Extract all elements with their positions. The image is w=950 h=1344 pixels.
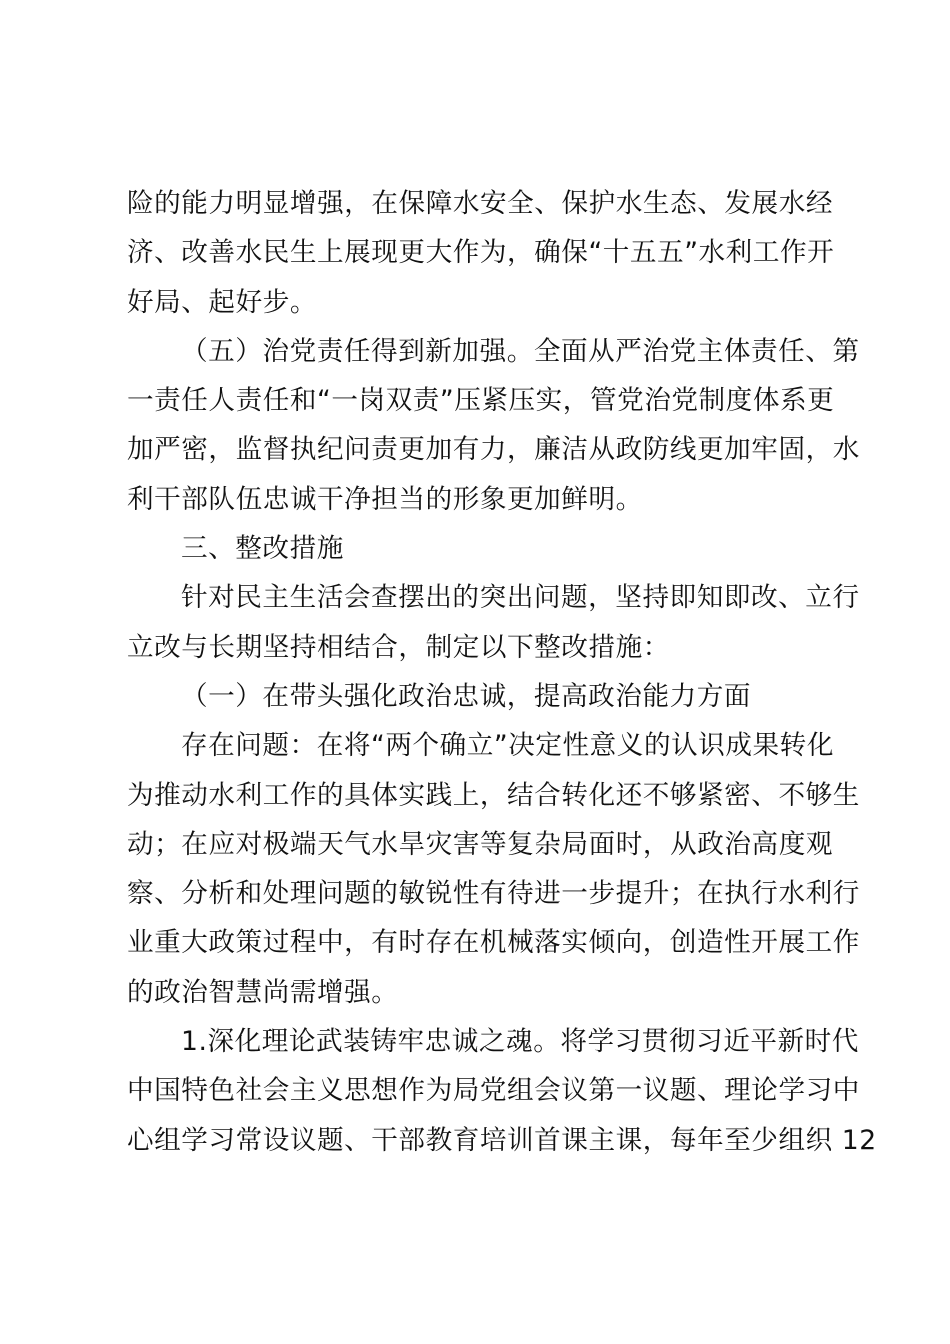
text-line: 为推动水利工作的具体实践上，结合转化还不够紧密、不够生 [127, 779, 860, 811]
paragraph-intro [127, 578, 860, 677]
text-line: 利干部队伍忠诚干净担当的形象更加鲜明。 [127, 483, 643, 515]
text-line: 存在问题：在将“两个确立”决定性意义的认识成果转化 [181, 730, 834, 762]
paragraph-item-5 [127, 332, 860, 529]
text-line: （五）治党责任得到新加强。全面从严治党主体责任、第 [181, 335, 860, 367]
text-line: 好局、起好步。 [127, 286, 318, 318]
text-line: 察、分析和处理问题的敏锐性有待进一步提升；在执行水利行 [127, 878, 860, 910]
heading-text: 三、整改措施 [181, 533, 344, 565]
text-line: 济、改善水民生上展现更大作为，确保“十五五”水利工作开 [127, 237, 835, 269]
paragraph-problem [127, 726, 860, 1022]
text-line: 加严密，监督执纪问责更加有力，廉洁从政防线更加牢固，水 [127, 434, 860, 466]
text-line: 的政治智慧尚需增强。 [127, 976, 399, 1008]
section-heading [127, 529, 833, 578]
text-line: 立改与长期坚持相结合，制定以下整改措施： [127, 631, 670, 663]
subheading-text: （一）在带头强化政治忠诚，提高政治能力方面 [181, 680, 752, 712]
text-line: 业重大政策过程中，有时存在机械落实倾向，创造性开展工作 [127, 927, 860, 959]
text-line: 针对民主生活会查摆出的突出问题，坚持即知即改、立行 [181, 582, 860, 614]
paragraph-continuation [127, 184, 833, 332]
document-page [127, 184, 877, 1170]
paragraph-measure-1 [127, 1022, 877, 1170]
text-line: 一责任人责任和“一岗双责”压紧压实，管党治党制度体系更 [127, 385, 835, 417]
text-line: 心组学习常设议题、干部教育培训首课主课，每年至少组织 12 [127, 1124, 877, 1156]
text-line: 险的能力明显增强，在保障水安全、保护水生态、发展水经 [127, 188, 833, 219]
text-line: 动；在应对极端天气水旱灾害等复杂局面时，从政治高度观 [127, 828, 833, 860]
subheading [127, 677, 833, 726]
text-line: 中国特色社会主义思想作为局党组会议第一议题、理论学习中 [127, 1075, 860, 1107]
text-line: 1.深化理论武装铸牢忠诚之魂。将学习贯彻习近平新时代 [181, 1026, 859, 1058]
